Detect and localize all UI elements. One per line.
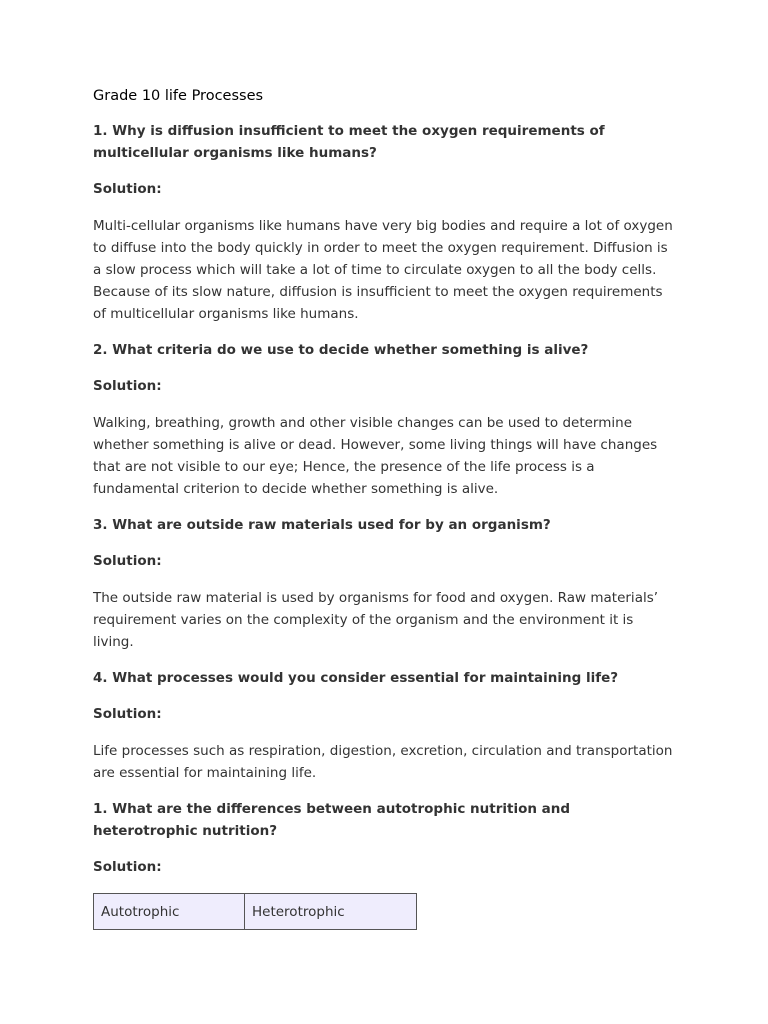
question-5: 1. What are the differences between autotrophic nutrition and heterotrophic nutrition? [93,801,571,839]
solution-label-1: Solution: [93,181,162,197]
answer-4: Life processes such as respiration, digestion, excretion, circulation and transportation are essential for maintaining life. [93,743,673,781]
question-2: 2. What criteria do we use to decide whether something is alive? [93,342,589,358]
question-3: 3. What are outside raw materials used for by an organism? [93,517,551,533]
question-1: 1. Why is diffusion insufficient to meet the oxygen requirements of multicellular organisms like humans? [93,123,605,161]
table-header-autotrophic: Autotrophic [94,894,245,930]
answer-1: Multi-cellular organisms like humans have very big bodies and require a lot of oxygen to diffuse into the body quickly in order to meet the oxygen requirement. Diffusion is a slow process which will take a lot of time to circulate oxygen to all the body cells. Because of its slow nature, diffusion is insufficient to meet the oxygen requirements of multicellular organisms like humans. [93,218,673,322]
table-header-heterotrophic: Heterotrophic [245,894,417,930]
document-page [93,86,673,930]
answer-2: Walking, breathing, growth and other visible changes can be used to determine whether something is alive or dead. However, some living things will have changes that are not visible to our eye; Hence, the presence of the life process is a fundamental criterion to decide whether something is alive. [93,415,658,497]
solution-label-3: Solution: [93,553,162,569]
solution-label-2: Solution: [93,378,162,394]
document-title: Grade 10 life Processes [93,88,264,104]
table-header-row [94,894,417,930]
question-4: 4. What processes would you consider essential for maintaining life? [93,670,619,686]
answer-3: The outside raw material is used by organisms for food and oxygen. Raw materials’ requirement varies on the complexity of the organism and the environment it is living. [93,590,659,650]
nutrition-comparison-table [93,893,417,930]
solution-label-4: Solution: [93,706,162,722]
solution-label-5: Solution: [93,859,162,875]
